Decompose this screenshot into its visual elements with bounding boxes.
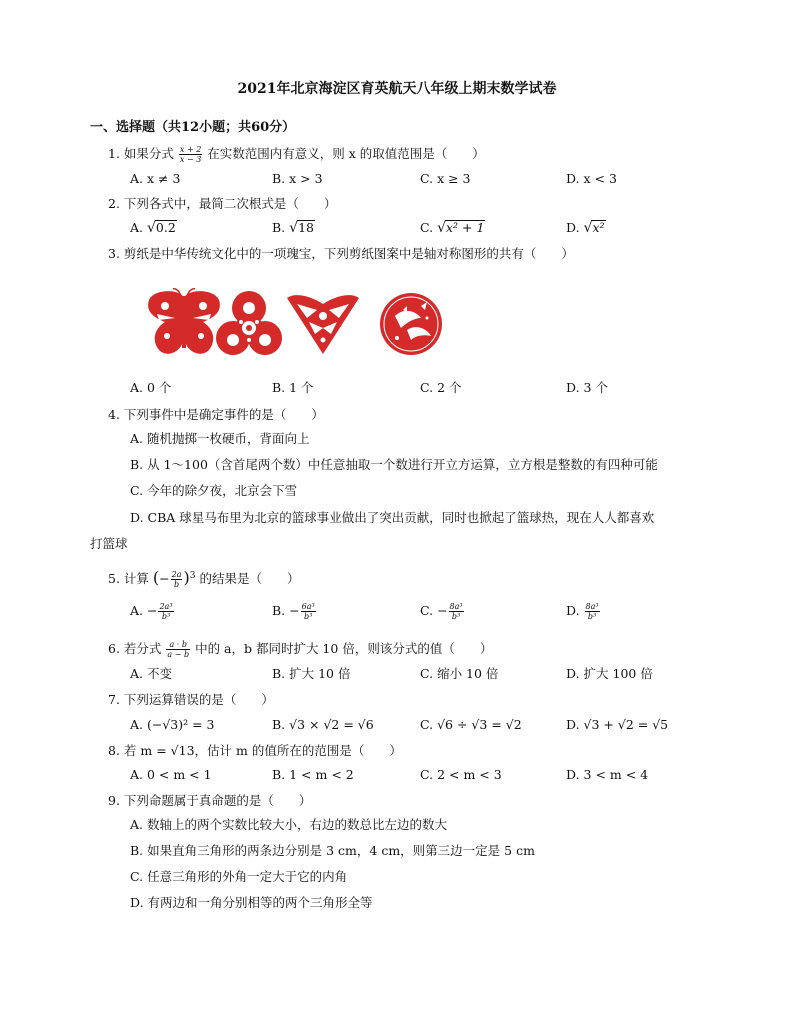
flower-trefoil-papercut-image [216,291,282,355]
q6-fraction: $\frac{a \cdot b}{a - b}$ [167,640,190,659]
question-7: 7. 下列运算错误的是（ ） [108,692,274,707]
question-3: 3. 剪纸是中华传统文化中的一项瑰宝，下列剪纸图案中是轴对称图形的共有（ ） [108,246,574,261]
q4-option-b[interactable]: B. 从 1～100（含首尾两个数）中任意抽取一个数进行开立方运算，立方根是整数的有四种可能 [130,457,658,472]
q6-option-c[interactable]: C. 缩小 10 倍 [420,666,499,681]
q2-option-c[interactable]: C. √x² + 1 [420,220,485,236]
q3-option-c[interactable]: C. 2 个 [420,380,462,395]
q3-option-d[interactable]: D. 3 个 [566,380,608,395]
q4-option-c[interactable]: C. 今年的除夕夜，北京会下雪 [130,483,298,498]
heart-wing-papercut-image [287,295,359,354]
q8-option-c[interactable]: C. 2 < m < 3 [420,767,502,782]
q1-option-b[interactable]: B. x > 3 [272,171,323,186]
section-heading: 一、选择题（共12小题；共60分） [90,120,296,135]
q5-option-c[interactable]: C. − $\frac{\text{8a³}}{\text{b³}}$ [420,602,463,621]
q7-option-d[interactable]: D. √3 + √2 = √5 [566,717,669,732]
question-6: 6. 若分式 $\frac{a \cdot b}{a - b}$ 中的 a，b 都同时扩大 10 倍，则该分式的值（ ） [108,640,493,659]
q6-option-d[interactable]: D. 扩大 100 倍 [566,666,653,681]
round-crane-papercut-image [380,293,442,355]
butterfly-papercut-image [148,289,220,354]
q1-option-a[interactable]: A. x ≠ 3 [130,171,181,186]
q5-option-d[interactable]: D. $\frac{\text{8a³}}{\text{b³}}$ [566,602,599,621]
q9-option-d[interactable]: D. 有两边和一角分别相等的两个三角形全等 [130,895,373,910]
q7-option-b[interactable]: B. √3 × √2 = √6 [272,717,374,732]
q5-option-b[interactable]: B. − $\frac{\text{6a³}}{\text{b³}}$ [272,602,315,621]
q3-option-b[interactable]: B. 1 个 [272,380,314,395]
q2-option-b[interactable]: B. √18 [272,220,314,236]
q1-option-c[interactable]: C. x ≥ 3 [420,171,471,186]
q8-option-b[interactable]: B. 1 < m < 2 [272,767,354,782]
q9-option-c[interactable]: C. 任意三角形的外角一定大于它的内角 [130,869,348,884]
question-2: 2. 下列各式中，最简二次根式是（ ） [108,196,337,211]
q5-inner-fraction: $\frac{2a}{b}$ [171,570,182,590]
q7-option-c[interactable]: C. √6 ÷ √3 = √2 [420,717,522,732]
q1-suffix: 在实数范围内有意义，则 x 的取值范围是（ ） [207,146,485,161]
q6-option-b[interactable]: B. 扩大 10 倍 [272,666,351,681]
q6-option-a[interactable]: A. 不变 [130,666,172,681]
q3-option-a[interactable]: A. 0 个 [130,380,172,395]
q9-option-b[interactable]: B. 如果直角三角形的两条边分别是 3 cm，4 cm，则第三边一定是 5 cm [130,843,535,858]
q4-option-d[interactable]: D. CBA 球星马布里为北京的篮球事业做出了突出贡献，同时也掀起了篮球热，现在人人都喜欢 [130,510,655,525]
page-title: 2021年北京海淀区育英航天八年级上期末数学试卷 [237,81,557,97]
q4-option-d-wrap: 打篮球 [90,536,128,551]
q2-option-d[interactable]: D. √x² [566,220,605,236]
q8-option-d[interactable]: D. 3 < m < 4 [566,767,649,782]
q2-option-a[interactable]: A. √0.2 [130,220,176,236]
q1-fraction: $\frac{x + 2}{x - 3}$ [179,145,202,164]
q8-option-a[interactable]: A. 0 < m < 1 [130,767,212,782]
q1-option-d[interactable]: D. x < 3 [566,171,617,186]
question-5: 5. 计算 (− $\frac{2a}{b}$ )$^3$ 的结果是（ ） [108,568,300,590]
q1-prefix: 1. 如果分式 [108,146,174,161]
question-1 [108,145,485,164]
q7-option-a[interactable]: A. (−√3)² = 3 [130,717,215,732]
question-9: 9. 下列命题属于真命题的是（ ） [108,793,312,808]
q5-option-a[interactable]: A. − $\frac{\text{2a³}}{\text{b³}}$ [130,602,173,621]
q9-option-a[interactable]: A. 数轴上的两个实数比较大小，右边的数总比左边的数大 [130,817,447,832]
question-8: 8. 若 m = √13，估计 m 的值所在的范围是（ ） [108,743,402,758]
q4-option-a[interactable]: A. 随机抛掷一枚硬币，背面向上 [130,431,310,446]
question-4: 4. 下列事件中是确定事件的是（ ） [108,407,324,422]
papercut-images [145,288,445,364]
